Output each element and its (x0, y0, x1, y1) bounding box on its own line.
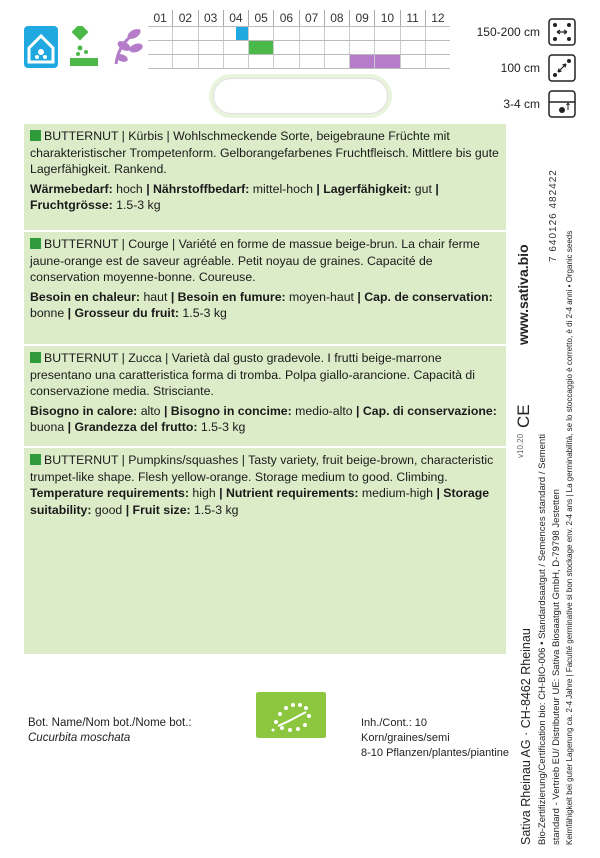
calendar-cell (273, 41, 298, 54)
calendar-months (148, 10, 450, 26)
section-de-text (24, 128, 506, 178)
calendar-row-sowing (148, 26, 450, 40)
content-plants: 8-10 Pflanzen/plantes/piantine (361, 747, 509, 759)
calendar-half-month (413, 41, 425, 54)
calendar-cell (223, 55, 248, 68)
prop-value: 1.5-3 kg (190, 502, 239, 517)
calendar-cell (374, 27, 399, 40)
prop-value: good (91, 502, 126, 517)
calendar-cell (198, 27, 223, 40)
calendar-cell (299, 55, 324, 68)
calendar-cell (349, 55, 374, 68)
month-label: 11 (400, 10, 425, 26)
calendar-half-month (312, 55, 324, 68)
calendar-half-month (274, 41, 286, 54)
calendar-cell (349, 27, 374, 40)
prop-value: 1.5-3 kg (112, 198, 161, 213)
calendar-half-month (211, 27, 223, 40)
calendar-cell (425, 41, 450, 54)
calendar-cell (299, 41, 324, 54)
section-en-props (24, 485, 506, 518)
calendar-half-month (375, 27, 387, 40)
variety-desc: | Courge | Variété en forme de massue beige-brun. La chair ferme jaune-orange est de saveur agréable. Petit noyau de graines. Capacité de conservation moyenne-bonne. Coureuse. (30, 237, 480, 285)
green-square-icon (30, 130, 41, 141)
calendar-half-month (224, 27, 236, 40)
prop-key: | Fruchtgrösse: (30, 181, 439, 213)
prop-value: buona (30, 420, 68, 435)
calendar-half-month (325, 27, 337, 40)
calendar-half-month (350, 41, 362, 54)
calendar-half-month (160, 27, 172, 40)
month-label: 04 (223, 10, 248, 26)
prop-value: moyen-haut (285, 289, 358, 304)
month-label: 01 (153, 11, 167, 25)
section-fr (24, 236, 506, 322)
variety-desc: | Zucca | Varietà dal gusto gradevole. I frutti beige-marrone presentano una caratteristica forma di tromba. Polpa giallo-arancione. Capacità di conservazione media. Strisciante. (30, 351, 475, 399)
calendar-half-month (325, 41, 337, 54)
calendar-cell (324, 27, 349, 40)
section-it (24, 350, 506, 436)
calendar-half-month (199, 55, 211, 68)
variety-desc: | Kürbis | Wohlschmeckende Sorte, beigebraune Früchte mit charakteristischer Trompetenform. Gelborangefarbenes Fruchtfleisch. Mittlere bis gute Lagerfähigkeit. Rankend. (30, 129, 499, 177)
calendar-half-month (236, 55, 248, 68)
section-it-props (24, 403, 506, 436)
certification-line-3: Keimfähigkeit bei guter Lagerung ca. 2-4 Jahre | Faculté germinative si bon stockage env. 2-4 ans | La germinabilità, se lo stoccaggio è corretto, è di 2-4 anni • Organic seeds (565, 230, 574, 845)
calendar-half-month (211, 41, 223, 54)
prop-key: Wärmebedarf: (30, 181, 113, 196)
company-address: Sativa Rheinau AG · CH-8462 Rheinau (519, 628, 533, 845)
calendar-cell (374, 41, 399, 54)
calendar-half-month (337, 27, 349, 40)
spacing-info (456, 14, 576, 122)
calendar-cell (248, 41, 273, 54)
website: www.sativa.bio (515, 244, 531, 345)
calendar-cell (198, 41, 223, 54)
calendar-half-month (224, 41, 236, 54)
botanical-name-value: Cucurbita moschata (28, 732, 131, 744)
calendar-half-month (300, 27, 312, 40)
outdoor-sowing-icon (68, 26, 102, 68)
calendar-half-month (362, 41, 374, 54)
description-panel (24, 124, 506, 654)
section-de (24, 128, 506, 214)
calendar-half-month (173, 55, 185, 68)
prop-key: | Nutrient requirements: (219, 486, 359, 501)
variety-name: BUTTERNUT (44, 453, 119, 467)
calendar-half-month (249, 41, 261, 54)
calendar-half-month (286, 27, 298, 40)
harvest-icon (110, 24, 148, 68)
calendar-half-month (362, 55, 374, 68)
calendar-cell (172, 41, 197, 54)
calendar-half-month (387, 41, 399, 54)
botanical-name (28, 716, 192, 746)
content-info (361, 716, 511, 761)
barcode-number: 7 640126 482422 (548, 169, 559, 262)
certification-line-1: Bio-Zertifizierung/Certification bio: CH-BIO-006 • Standardsaatgut / Semences standard / Sementi (537, 434, 548, 845)
calendar-half-month (274, 55, 286, 68)
calendar-cell (223, 27, 248, 40)
prop-key: | Cap. de conservation: (357, 289, 493, 304)
calendar-half-month (261, 27, 273, 40)
calendar-half-month (438, 27, 450, 40)
section-de-props (24, 181, 506, 214)
divider (24, 230, 506, 232)
calendar-cell (248, 27, 273, 40)
calendar-half-month (337, 55, 349, 68)
section-fr-props (24, 289, 506, 322)
calendar-cell (324, 41, 349, 54)
eu-organic-logo-icon (256, 692, 326, 738)
variety-desc: | Pumpkins/squashes | Tasty variety, fruit beige-brown, characteristic trumpet-like shape. Flesh yellow-orange. Storage medium to good. Climbing. (30, 453, 494, 484)
calendar-cell (349, 41, 374, 54)
calendar-half-month (249, 27, 261, 40)
green-square-icon (30, 352, 41, 363)
calendar-half-month (438, 41, 450, 54)
month-label: 03 (198, 10, 223, 26)
calendar-cell (148, 55, 172, 68)
calendar-half-month (160, 55, 172, 68)
calendar-half-month (199, 41, 211, 54)
calendar-half-month (286, 55, 298, 68)
hang-hole (213, 78, 388, 114)
prop-key: | Fruit size: (125, 502, 191, 517)
prop-key: Besoin en chaleur: (30, 289, 141, 304)
sowing-depth-label: 3-4 cm (503, 97, 540, 111)
calendar-half-month (160, 41, 172, 54)
month-label: 12 (425, 10, 450, 26)
section-fr-text (24, 236, 506, 286)
calendar-half-month (224, 55, 236, 68)
prop-value: mittel-hoch (249, 181, 317, 196)
calendar-half-month (261, 41, 273, 54)
calendar-cell (425, 55, 450, 68)
calendar-half-month (375, 41, 387, 54)
divider (24, 344, 506, 346)
row-spacing (456, 14, 576, 50)
calendar-cell (324, 55, 349, 68)
calendar-half-month (300, 41, 312, 54)
month-label: 02 (172, 10, 197, 26)
section-it-text (24, 350, 506, 400)
variety-name: BUTTERNUT (44, 129, 119, 143)
calendar-half-month (148, 41, 160, 54)
month-label: 06 (273, 10, 298, 26)
sowing-depth-icon (548, 90, 576, 118)
calendar-half-month (362, 27, 374, 40)
ce-mark: CE (514, 404, 533, 428)
calendar-cell (299, 27, 324, 40)
calendar-half-month (185, 41, 197, 54)
prop-value: bonne (30, 306, 68, 321)
calendar-half-month (199, 27, 211, 40)
prop-value: 1.5-3 kg (197, 420, 246, 435)
month-label: 10 (374, 10, 399, 26)
calendar-cell (148, 41, 172, 54)
calendar-cell (273, 55, 298, 68)
calendar-half-month (236, 41, 248, 54)
calendar-cell (400, 55, 425, 68)
sowing-icons (24, 24, 148, 72)
calendar-half-month (312, 41, 324, 54)
green-square-icon (30, 454, 41, 465)
calendar-half-month (185, 27, 197, 40)
prop-key: | Bisogno in concime: (163, 403, 292, 418)
sowing-depth (456, 86, 576, 122)
calendar-cell (172, 27, 197, 40)
calendar-half-month (337, 41, 349, 54)
calendar-half-month (173, 27, 185, 40)
calendar-row-planting (148, 40, 450, 54)
month-label: 07 (299, 10, 324, 26)
content-seeds: Inh./Cont.: 10 Korn/graines/semi (361, 717, 450, 744)
calendar-cell (400, 41, 425, 54)
calendar-half-month (387, 27, 399, 40)
calendar-cell (425, 27, 450, 40)
variety-name: BUTTERNUT (44, 351, 119, 365)
calendar-cell (400, 27, 425, 40)
calendar-cell (248, 55, 273, 68)
prop-value: alto (137, 403, 164, 418)
month-label: 09 (349, 10, 374, 26)
prop-value: high (189, 486, 220, 501)
section-en-text (24, 452, 506, 485)
calendar-half-month (426, 41, 438, 54)
calendar-half-month (261, 55, 273, 68)
prop-value: gut (411, 181, 436, 196)
calendar-half-month (438, 55, 450, 68)
calendar-half-month (401, 27, 413, 40)
prop-value: haut (140, 289, 171, 304)
prop-key: | Lagerfähigkeit: (316, 181, 412, 196)
calendar-half-month (387, 55, 399, 68)
prop-key: | Besoin en fumure: (170, 289, 286, 304)
prop-key: Temperature requirements: (30, 486, 189, 501)
calendar-cell (172, 55, 197, 68)
calendar-half-month (401, 41, 413, 54)
calendar-half-month (173, 41, 185, 54)
calendar-half-month (426, 27, 438, 40)
green-square-icon (30, 238, 41, 249)
calendar-cell (374, 55, 399, 68)
calendar-half-month (350, 55, 362, 68)
calendar-half-month (211, 55, 223, 68)
month-label: 05 (248, 10, 273, 26)
calendar-cell (223, 41, 248, 54)
prop-value: medio-alto (291, 403, 356, 418)
calendar-half-month (401, 55, 413, 68)
calendar-cell (273, 27, 298, 40)
row-spacing-icon (548, 18, 576, 46)
calendar-cell (198, 55, 223, 68)
calendar-half-month (274, 27, 286, 40)
variety-name: BUTTERNUT (44, 237, 119, 251)
calendar-half-month (300, 55, 312, 68)
calendar-half-month (426, 55, 438, 68)
calendar-half-month (312, 27, 324, 40)
prop-key: | Cap. di conservazione: (356, 403, 497, 418)
prop-value: medium-high (358, 486, 437, 501)
calendar-half-month (185, 55, 197, 68)
prop-key: | Grandezza del frutto: (67, 420, 198, 435)
plant-spacing-label: 100 cm (500, 61, 540, 75)
calendar-half-month (413, 55, 425, 68)
calendar-half-month (286, 41, 298, 54)
calendar-grid (148, 26, 450, 66)
prop-value: hoch (112, 181, 147, 196)
certification-line-2: standard - Vertrieb EU/ Distributeur UE: Sativa Biosaatgut GmbH, D-79798 Jestetten (551, 489, 562, 845)
calendar-half-month (413, 27, 425, 40)
divider (24, 446, 506, 448)
calendar-half-month (249, 55, 261, 68)
prop-key: | Storage suitability: (30, 486, 490, 517)
plant-spacing-icon (548, 54, 576, 82)
prop-key: Bisogno in calore: (30, 403, 138, 418)
calendar-half-month (148, 27, 160, 40)
prop-value: 1.5-3 kg (179, 306, 227, 321)
botanical-name-label: Bot. Name/Nom bot./Nome bot.: (28, 717, 192, 729)
section-en (24, 452, 506, 518)
calendar-half-month (148, 55, 160, 68)
plant-spacing (456, 50, 576, 86)
calendar-half-month (236, 27, 248, 40)
calendar-half-month (325, 55, 337, 68)
calendar-half-month (375, 55, 387, 68)
version-code: v10.20 (516, 433, 525, 458)
calendar-row-harvest (148, 54, 450, 69)
row-spacing-label: 150-200 cm (476, 25, 540, 39)
calendar-half-month (350, 27, 362, 40)
calendar-cell (148, 27, 172, 40)
prop-key: | Grosseur du fruit: (67, 306, 180, 321)
month-label: 08 (324, 10, 349, 26)
greenhouse-sowing-icon (24, 26, 58, 68)
prop-key: | Nährstoffbedarf: (146, 181, 250, 196)
